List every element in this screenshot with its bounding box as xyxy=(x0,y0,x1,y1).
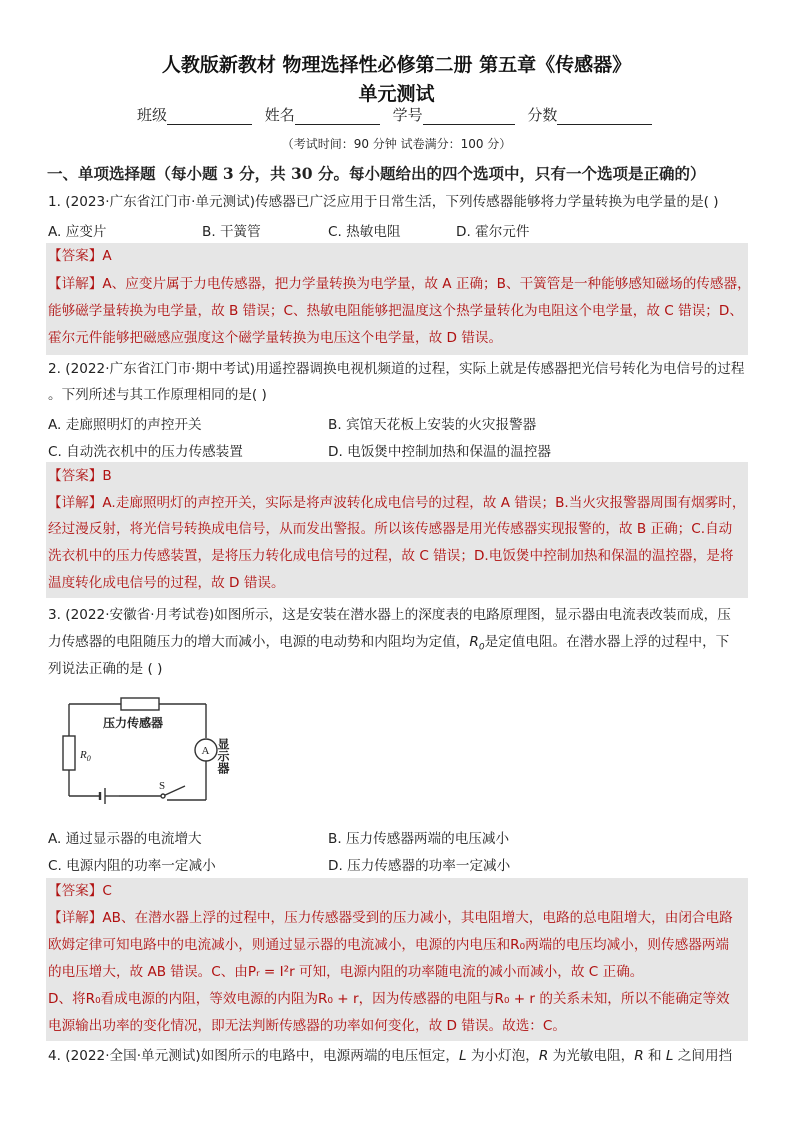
class-field[interactable] xyxy=(167,110,252,125)
q1-detail-line: 能够磁学量转换为电学量，故 B 错误；C、热敏电阻能够把温度这个热学量转化为电阻这个电学量，故 C 错误；D、 xyxy=(48,303,743,319)
pressure-sensor-resistor xyxy=(121,698,159,710)
q3-detail-line: D、将R₀看成电源的内阻，等效电源的内阻为R₀ + r，因为传感器的电阻与R₀ + r 的关系未知，所以不能确定等效 xyxy=(48,991,730,1007)
r0-label: $R_0$ xyxy=(80,749,91,763)
class-label: 班级 xyxy=(137,106,168,124)
q4-stem: 4. (2022·全国·单元测试)如图所示的电路中，电源两端的电压恒定，L 为小灯泡，R 为光敏电阻，R 和 L 之间用挡 xyxy=(48,1048,733,1064)
q2-detail-line: 洗衣机中的压力传感装置，是将压力转化成电信号的过程，故 C 错误；D.电饭煲中控制加热和保温的温控器，是将 xyxy=(48,548,734,564)
q2-detail-line: 温度转化成电信号的过程，故 D 错误。 xyxy=(48,575,285,591)
q3-stem: 3. (2022·安徽省·月考试卷)如图所示，这是安装在潜水器上的深度表的电路原理图，显示器由电流表改装而成，压 xyxy=(48,607,731,623)
q3-option-b: B. 压力传感器两端的电压减小 xyxy=(328,831,510,847)
id-field[interactable] xyxy=(423,110,515,125)
q3-option-c: C. 电源内阻的功率一定减小 xyxy=(48,858,216,874)
q1-answer: 【答案】A xyxy=(48,248,112,264)
q3-stem-line2: 力传感器的电阻随压力的增大而减小，电源的电动势和内阻均为定值，$R_0$是定值电阻。在潜水器上浮的过程中，下 xyxy=(48,634,730,653)
q3-stem: 列说法正确的是 ( ) xyxy=(48,661,163,677)
q3-option-a: A. 通过显示器的电流增大 xyxy=(48,831,202,847)
q1-detail-line: 霍尔元件能够把磁感应强度这个磁学量转换为电压这个电学量，故 D 错误。 xyxy=(48,330,503,346)
q1-option-b: B. 干簧管 xyxy=(202,224,261,240)
q2-detail-line: 经过漫反射，将光信号转换成电信号，从而发出警报。所以该传感器是用光传感器实现报警的，故 B 正确；C.自动 xyxy=(48,521,733,537)
exam-info: （考试时间：90 分钟 试卷满分：100 分） xyxy=(281,137,512,151)
sensor-label: 压力传感器 xyxy=(103,716,164,730)
score-field[interactable] xyxy=(557,110,652,125)
student-info-row xyxy=(137,104,660,125)
name-field[interactable] xyxy=(295,110,380,125)
q2-option-d: D. 电饭煲中控制加热和保温的温控器 xyxy=(328,444,552,460)
q2-option-c: C. 自动洗衣机中的压力传感装置 xyxy=(48,444,243,460)
q1-detail-line: 【详解】A、应变片属于力电传感器，把力学量转换为电学量，故 A 正确；B、干簧管是一种能够感知磁场的传感器， xyxy=(48,276,751,292)
name-label: 姓名 xyxy=(264,106,295,124)
q3-detail-line: 欧姆定律可知电路中的电流减小，则通过显示器的电流减小，电源的内电压和R₀两端的电压均减小，则传感器两端 xyxy=(48,937,729,953)
q3-detail-line: 电源输出功率的变化情况，即无法判断传感器的功率如何变化，故 D 错误。故选：C。 xyxy=(48,1018,566,1034)
q2-stem: 2. (2022·广东省江门市·期中考试)用遥控器调换电视机频道的过程，实际上就是传感器把光信号转化为电信号的过程 xyxy=(48,361,745,377)
q2-stem: 。下列所述与其工作原理相同的是( ) xyxy=(48,387,267,403)
page-title: 人教版新教材 物理选择性必修第二册 第五章《传感器》 xyxy=(161,54,632,76)
q1-stem: 1. (2023·广东省江门市·单元测试)传感器已广泛应用于日常生活，下列传感器能够将力学量转换为电学量的是( ) xyxy=(48,194,719,210)
circuit-diagram xyxy=(55,692,255,810)
q1-option-c: C. 热敏电阻 xyxy=(328,224,401,240)
q2-option-a: A. 走廊照明灯的声控开关 xyxy=(48,417,202,433)
ammeter-label: A xyxy=(201,745,210,757)
q1-option-d: D. 霍尔元件 xyxy=(456,224,530,240)
q3-detail-line: 的电压增大，故 AB 错误。C、由Pᵣ = I²r 可知，电源内阻的功率随电流的减小而减小，故 C 正确。 xyxy=(48,964,644,980)
score-label: 分数 xyxy=(527,106,558,124)
q1-option-a: A. 应变片 xyxy=(48,224,107,240)
r0-resistor xyxy=(63,736,75,770)
q2-option-b: B. 宾馆天花板上安装的火灾报警器 xyxy=(328,417,537,433)
section-heading: 一、单项选择题（每小题 3 分，共 30 分。每小题给出的四个选项中，只有一个选项是正确的） xyxy=(47,164,706,183)
switch-blade xyxy=(163,786,185,796)
page-subtitle: 单元测试 xyxy=(358,83,435,105)
display-label: 显示器 xyxy=(216,738,230,774)
q3-option-d: D. 压力传感器的功率一定减小 xyxy=(328,858,511,874)
q3-detail-line: 【详解】AB、在潜水器上浮的过程中，压力传感器受到的压力减小，其电阻增大，电路的总电阻增大，由闭合电路 xyxy=(48,910,733,926)
id-label: 学号 xyxy=(392,106,423,124)
q2-answer: 【答案】B xyxy=(48,468,112,484)
q2-detail-line: 【详解】A.走廊照明灯的声控开关，实际是将声波转化成电信号的过程，故 A 错误；B.当火灾报警器周围有烟雾时， xyxy=(48,495,746,511)
switch-label: S xyxy=(159,780,166,792)
q3-answer: 【答案】C xyxy=(48,883,112,899)
